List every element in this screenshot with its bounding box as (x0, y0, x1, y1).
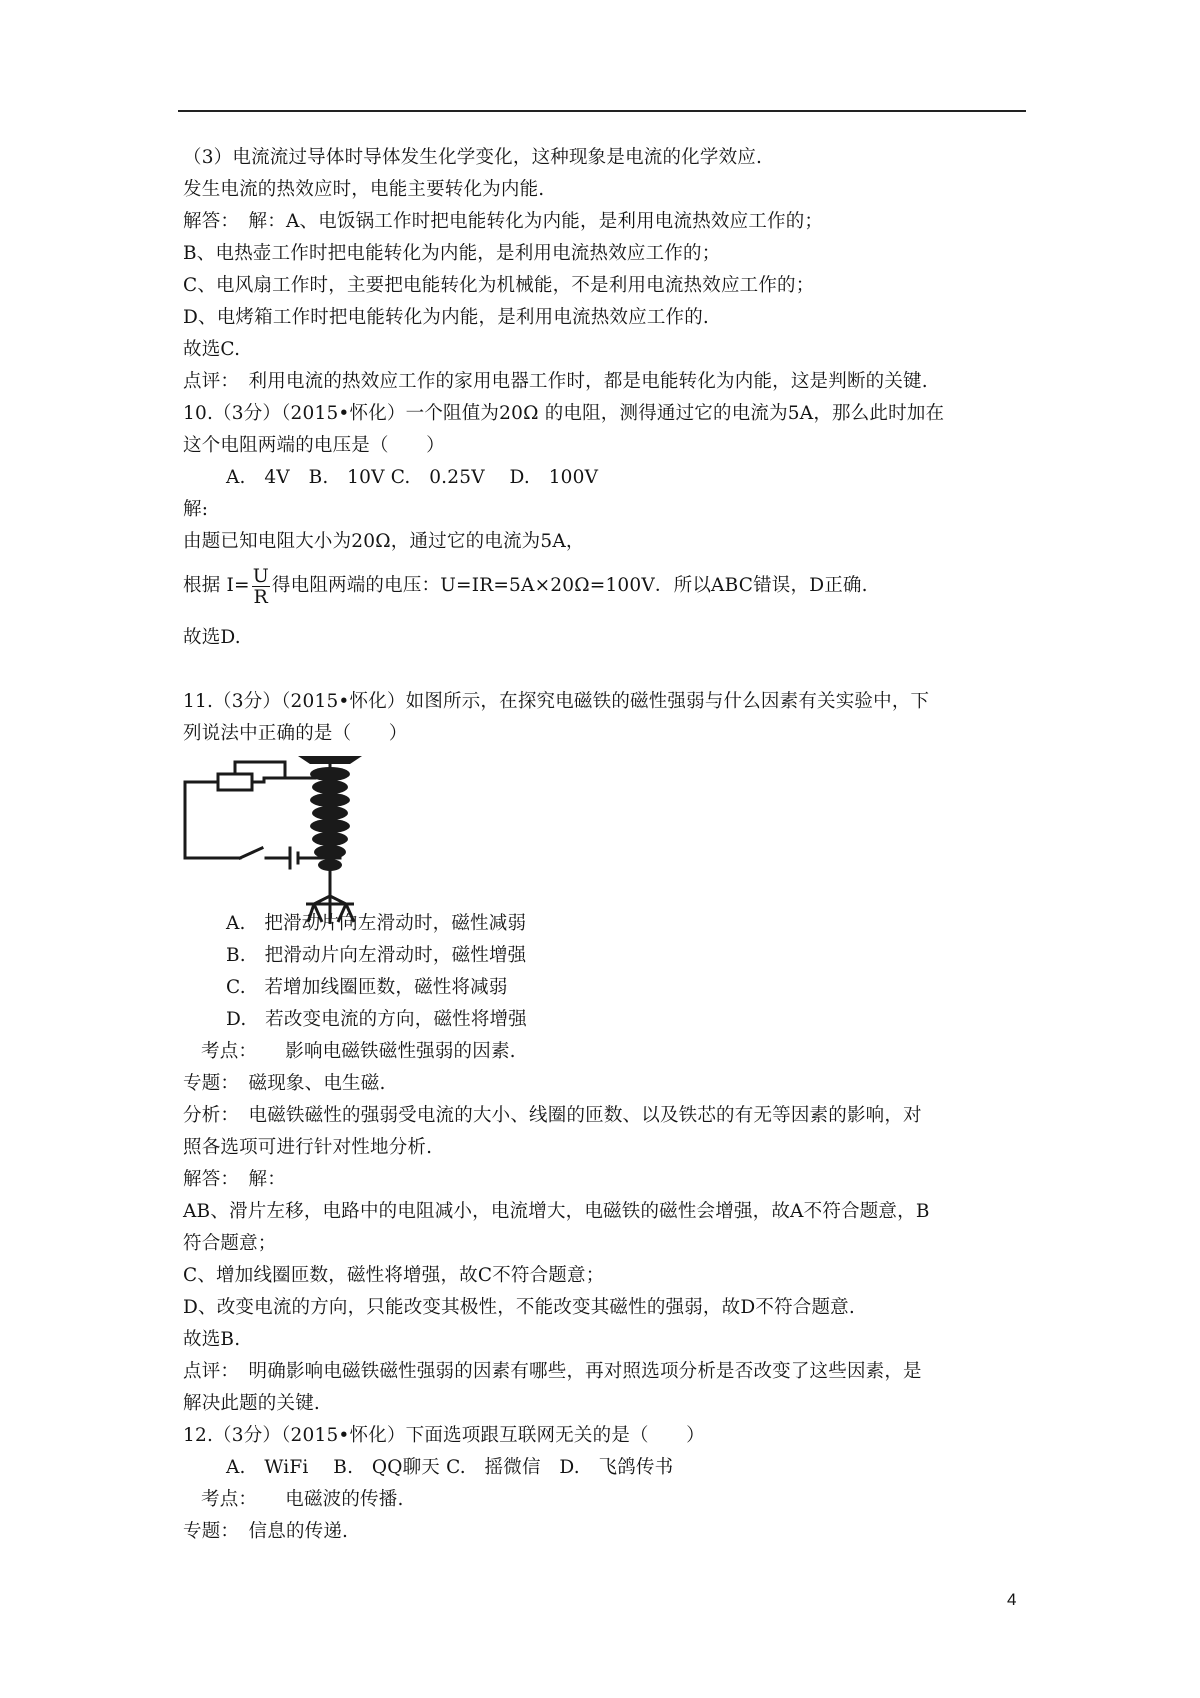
text-line: 发生电流的热效应时，电能主要转化为内能. (183, 179, 545, 200)
fraction-denominator: R (253, 585, 269, 608)
formula-suffix: 得电阻两端的电压：U=IR=5A×20Ω=100V．所以ABC错误，D正确. (271, 575, 868, 596)
question-12-line: 12.（3分）（2015•怀化）下面选项跟互联网无关的是（ ） (183, 1425, 705, 1446)
text-line: B、电热壶工作时把电能转化为内能，是利用电流热效应工作的； (183, 243, 721, 264)
electromagnet-circuit-figure (180, 754, 380, 930)
question-11-option-d: D. 若改变电流的方向，磁性将增强 (226, 1009, 527, 1030)
question-10-options: A. 4V B. 10V C. 0.25V D. 100V (226, 467, 599, 488)
text-line: 专题： 信息的传递. (183, 1521, 349, 1542)
text-line: C、电风扇工作时，主要把电能转化为机械能，不是利用电流热效应工作的； (183, 275, 815, 296)
question-11-option-c: C. 若增加线圈匝数，磁性将减弱 (226, 977, 508, 998)
text-line: 解决此题的关键. (183, 1393, 320, 1414)
question-11-line: 11.（3分）（2015•怀化）如图所示，在探究电磁铁的磁性强弱与什么因素有关实验中，下 (183, 691, 930, 712)
question-10-line: 这个电阻两端的电压是（ ） (183, 435, 445, 456)
text-line: 照各选项可进行针对性地分析. (183, 1137, 433, 1158)
text-line: 解: (183, 499, 209, 520)
question-10-line: 10.（3分）（2015•怀化）一个阻值为20Ω 的电阻，测得通过它的电流为5A，那么此时加在 (183, 403, 945, 424)
formula-line (183, 564, 868, 608)
text-line: 解答： 解： (183, 1169, 286, 1190)
header-rule (178, 110, 1026, 112)
page-number: 4 (1007, 1590, 1017, 1609)
text-line: 分析： 电磁铁磁性的强弱受电流的大小、线圈的匝数、以及铁芯的有无等因素的影响，对 (183, 1105, 922, 1126)
text-line: 点评： 明确影响电磁铁磁性强弱的因素有哪些，再对照选项分析是否改变了这些因素，是 (183, 1361, 922, 1382)
text-line: 考点： 电磁波的传播. (201, 1489, 404, 1510)
text-line: C、增加线圈匝数，磁性将增强，故C不符合题意； (183, 1265, 605, 1286)
text-line: 由题已知电阻大小为20Ω，通过它的电流为5A， (183, 531, 585, 552)
text-line: （3）电流流过导体时导体发生化学变化，这种现象是电流的化学效应. (183, 147, 763, 168)
text-line: D、改变电流的方向，只能改变其极性，不能改变其磁性的强弱，故D不符合题意. (183, 1297, 855, 1318)
question-11-option-a: A. 把滑动片向左滑动时，磁性减弱 (226, 913, 527, 934)
text-line: 故选D. (183, 627, 241, 648)
fraction (252, 566, 270, 607)
text-line: 专题： 磁现象、电生磁. (183, 1073, 386, 1094)
text-line: AB、滑片左移，电路中的电阻减小，电流增大，电磁铁的磁性会增强，故A不符合题意，B (183, 1201, 930, 1222)
text-line: 点评： 利用电流的热效应工作的家用电器工作时，都是电能转化为内能，这是判断的关键. (183, 371, 928, 392)
text-line: 故选C. (183, 339, 241, 360)
text-line: 符合题意； (183, 1233, 277, 1254)
text-line: 解答： 解：A、电饭锅工作时把电能转化为内能，是利用电流热效应工作的； (183, 211, 824, 232)
text-line: 故选B. (183, 1329, 241, 1350)
question-12-options: A. WiFi B. QQ聊天 C. 摇微信 D. 飞鸽传书 (226, 1457, 674, 1478)
question-11-line: 列说法中正确的是（ ） (183, 723, 408, 744)
question-11-option-b: B. 把滑动片向左滑动时，磁性增强 (226, 945, 527, 966)
text-line: 考点： 影响电磁铁磁性强弱的因素. (201, 1041, 516, 1062)
text-line: D、电烤箱工作时把电能转化为内能，是利用电流热效应工作的. (183, 307, 710, 328)
formula-prefix: 根据 I= (183, 575, 250, 596)
fraction-numerator: U (252, 564, 269, 587)
